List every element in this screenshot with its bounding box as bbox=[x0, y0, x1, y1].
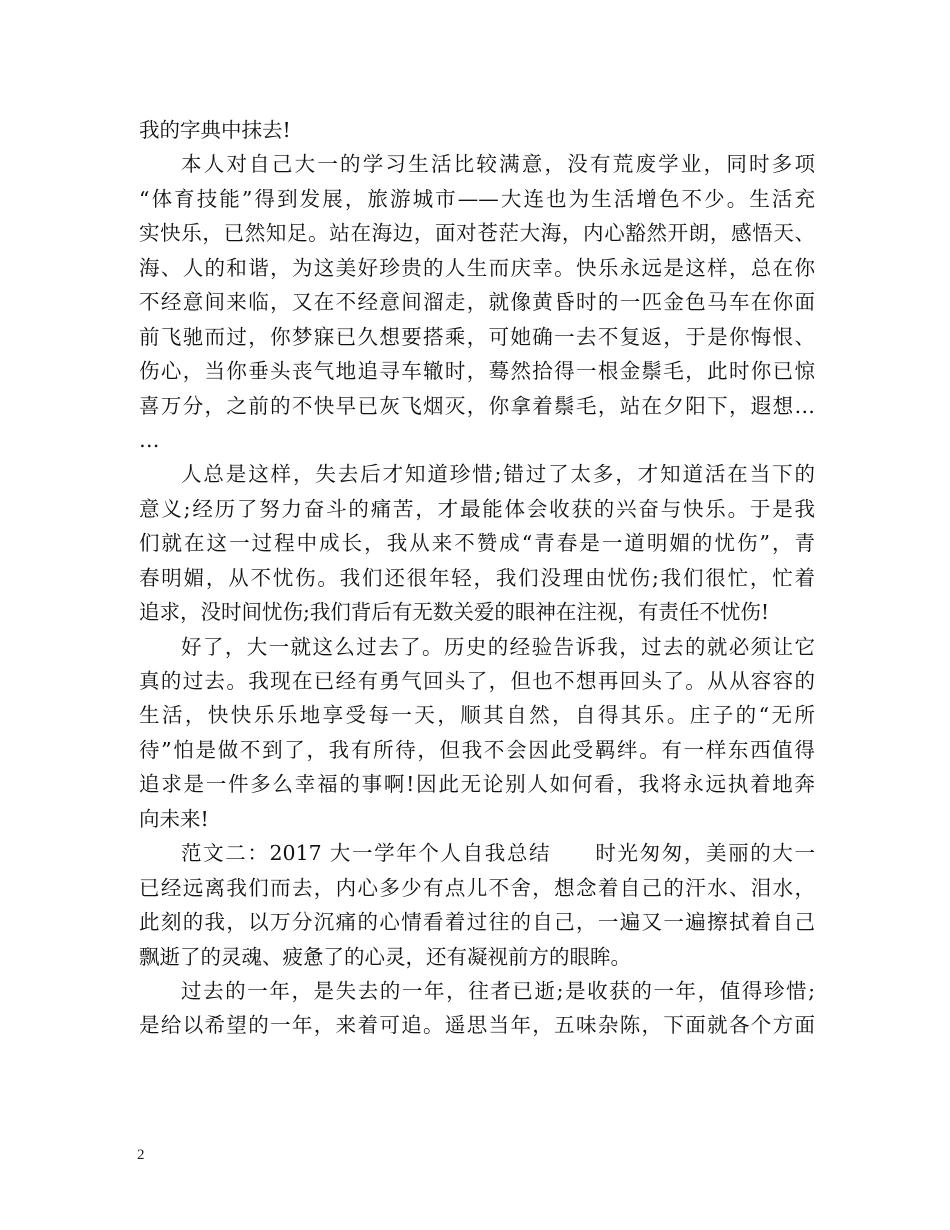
text-line: 过去的一年，是失去的一年，往者已逝;是收获的一年，值得珍惜; bbox=[181, 978, 815, 1003]
document-body bbox=[139, 113, 815, 1043]
text-line: 已经远离我们而去，内心多少有点儿不舍，想念着自己的汗水、泪水， bbox=[139, 875, 815, 900]
text-line: 本人对自己大一的学习生活比较满意，没有荒废学业，同时多项 bbox=[181, 152, 815, 177]
text-line: 春明媚，从不忧伤。我们还很年轻，我们没理由忧伤;我们很忙，忙着 bbox=[139, 565, 815, 590]
text-line: 前飞驰而过，你梦寐已久想要搭乘，可她确一去不复返，于是你悔恨、 bbox=[139, 324, 815, 349]
text-line: 好了，大一就这么过去了。历史的经验告诉我，过去的就必须让它 bbox=[181, 634, 815, 659]
text-line: 追求，没时间忧伤;我们背后有无数关爱的眼神在注视，有责任不忧伤! bbox=[139, 600, 770, 625]
text-line: 我的字典中抹去! bbox=[139, 118, 291, 142]
text-line: “体育技能”得到发展，旅游城市——大连也为生活增色不少。生活充 bbox=[139, 186, 815, 211]
text-line: 们就在这一过程中成长，我从来不赞成“青春是一道明媚的忧伤”，青 bbox=[139, 531, 815, 556]
text-line: 向未来! bbox=[139, 806, 209, 831]
page-number: 2 bbox=[137, 1147, 145, 1163]
text-line: 海、人的和谐，为这美好珍贵的人生而庆幸。快乐永远是这样，总在你 bbox=[139, 255, 815, 280]
text-line: 追求是一件多么幸福的事啊!因此无论别人如何看，我将永远执着地奔 bbox=[139, 772, 815, 797]
text-line: 飘逝了的灵魂、疲惫了的心灵，还有凝视前方的眼眸。 bbox=[139, 944, 631, 969]
text-line: 不经意间来临，又在不经意间溜走，就像黄昏时的一匹金色马车在你面 bbox=[139, 290, 815, 315]
text-line: 生活，快快乐乐地享受每一天，顺其自然，自得其乐。庄子的“无所 bbox=[139, 703, 815, 728]
text-line: 人总是这样，失去后才知道珍惜;错过了太多，才知道活在当下的 bbox=[181, 462, 815, 487]
text-line: 喜万分，之前的不快早已灰飞烟灭，你拿着鬃毛，站在夕阳下，遐想… bbox=[139, 393, 815, 418]
text-line: 实快乐，已然知足。站在海边，面对苍茫大海，内心豁然开朗，感悟天、 bbox=[139, 221, 815, 246]
text-line: 此刻的我，以万分沉痛的心情看着过往的自己，一遍又一遍擦拭着自己 bbox=[139, 910, 815, 935]
text-line: … bbox=[139, 427, 160, 452]
text-line: 真的过去。我现在已经有勇气回头了，但也不想再回头了。从从容容的 bbox=[139, 669, 815, 693]
text-line: 范文二：2017 大一学年个人自我总结 时光匆匆，美丽的大一 bbox=[181, 841, 815, 866]
text-line: 伤心，当你垂头丧气地追寻车辙时，蓦然拾得一根金鬃毛，此时你已惊 bbox=[139, 359, 815, 384]
text-line: 是给以希望的一年，来着可追。遥思当年，五味杂陈，下面就各个方面 bbox=[139, 1013, 815, 1038]
text-line: 待”怕是做不到了，我有所待，但我不会因此受羁绊。有一样东西值得 bbox=[139, 737, 815, 762]
text-line: 意义;经历了努力奋斗的痛苦，才最能体会收获的兴奋与快乐。于是我 bbox=[139, 496, 815, 521]
